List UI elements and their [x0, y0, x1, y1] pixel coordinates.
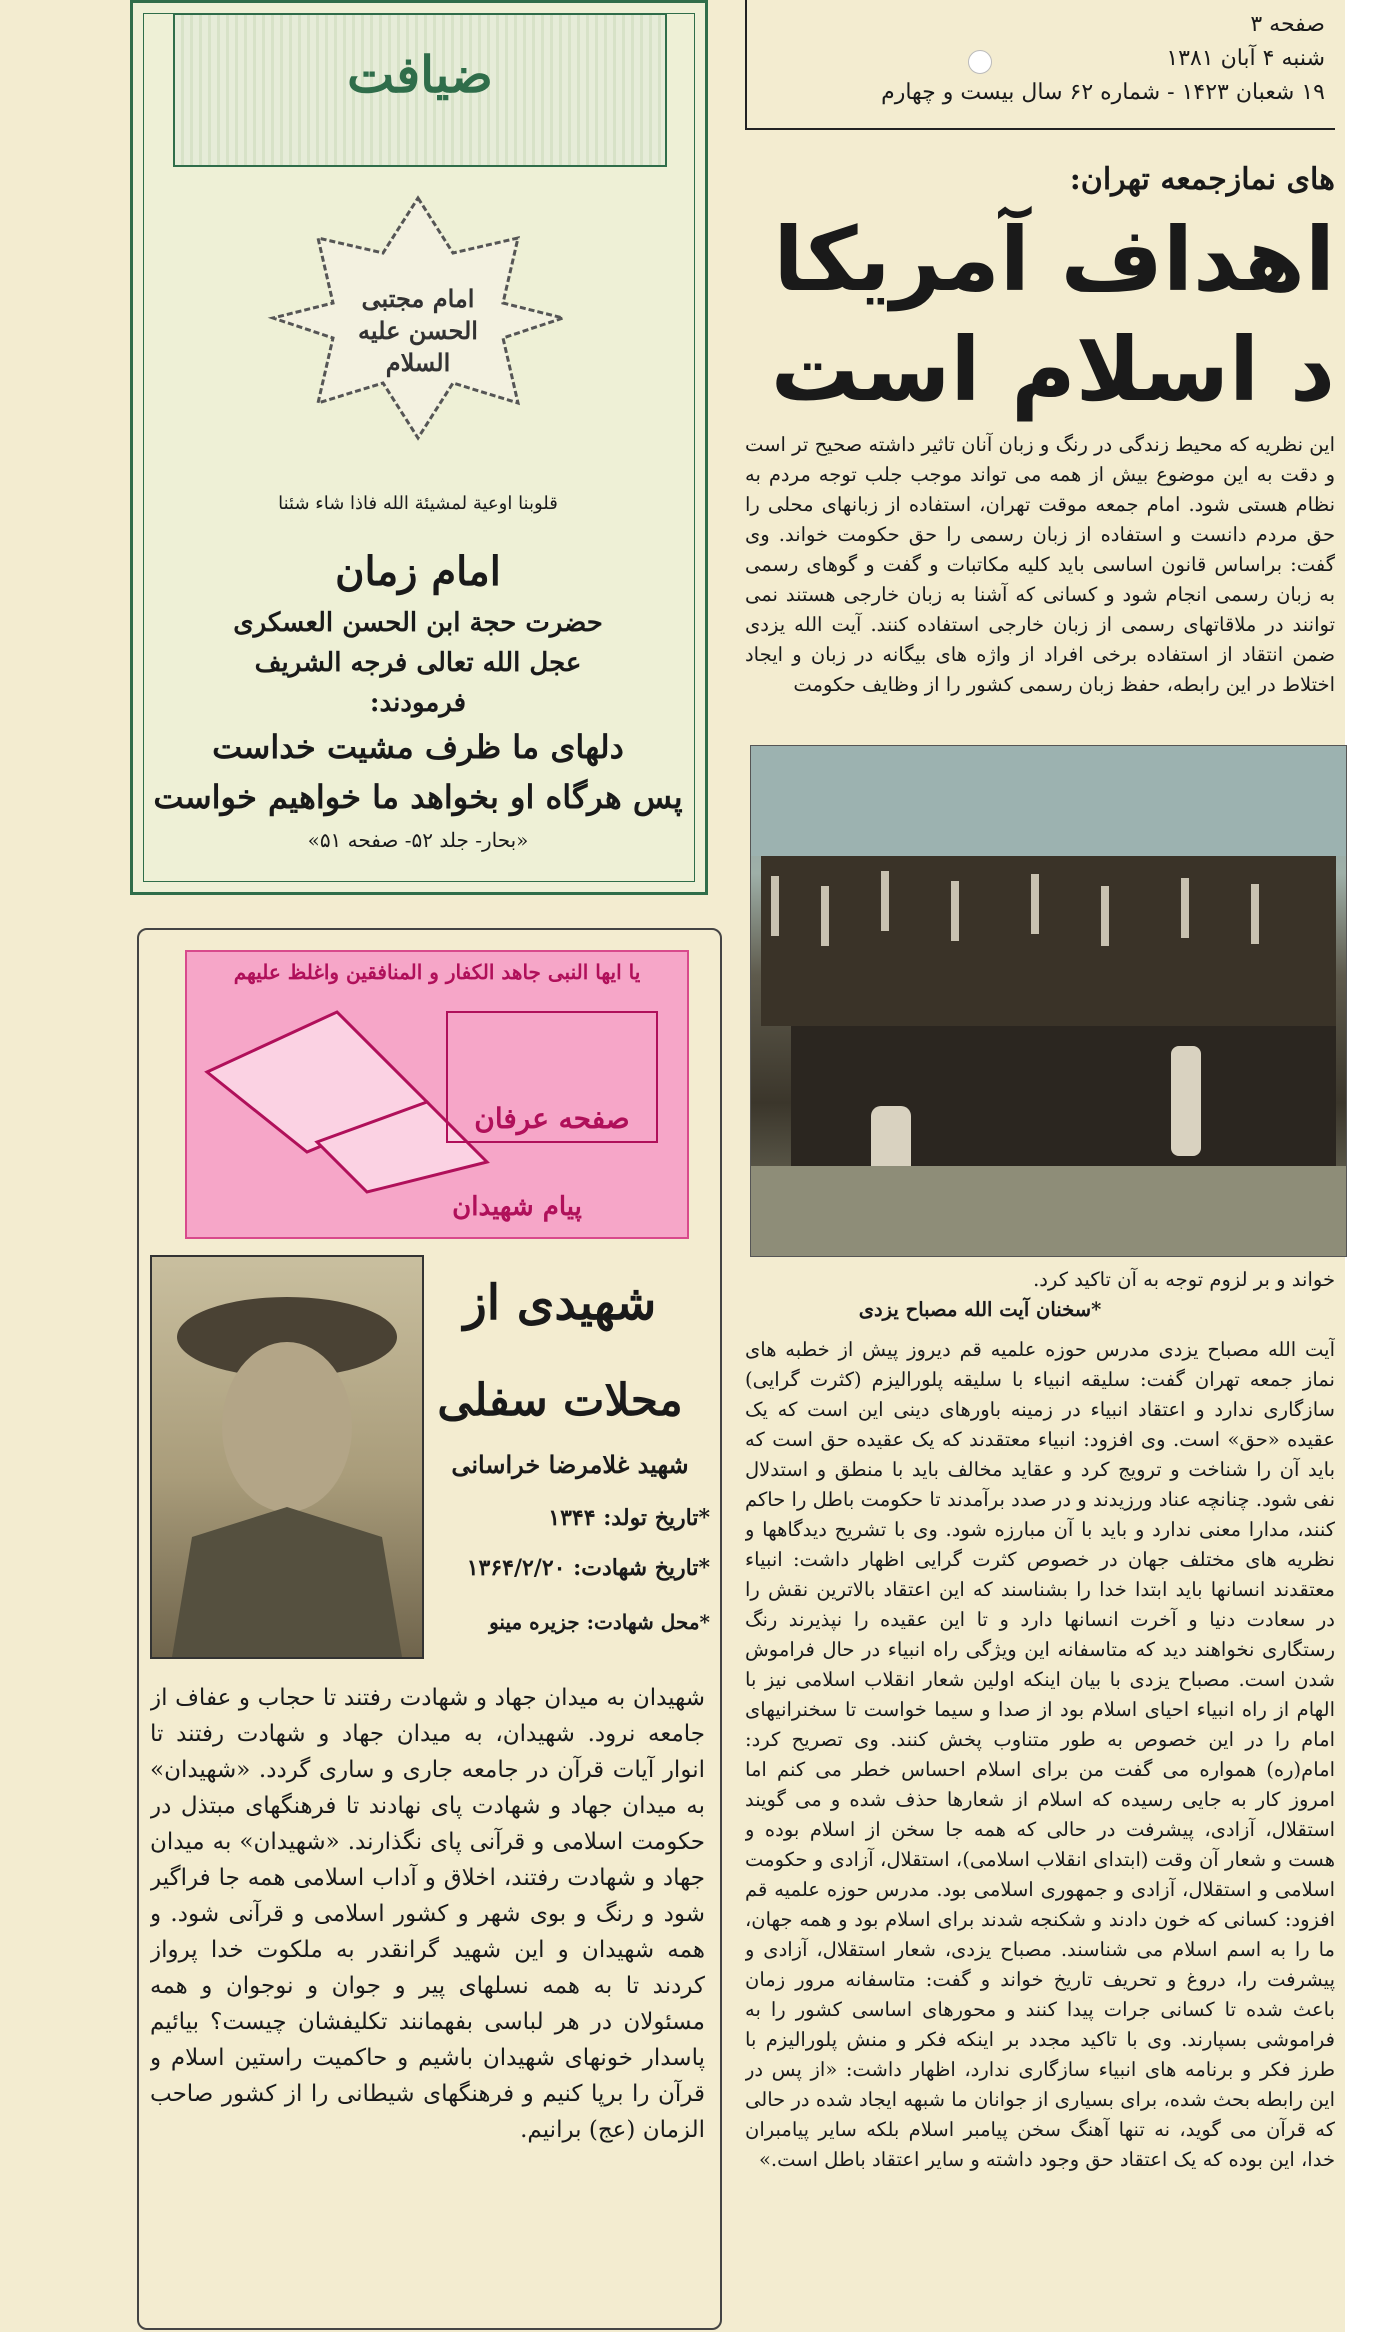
friday-prayer-photo [750, 745, 1347, 1257]
crowd-illustration [751, 746, 1346, 1256]
quote-title: امام زمان [335, 548, 501, 595]
martyr-title-2: محلات سفلی [437, 1375, 683, 1426]
martyr-portrait [150, 1255, 424, 1659]
martyr-title-1: شهیدی از [463, 1275, 657, 1331]
article-intro-text: این نظریه که محیط زندگی در رنگ و زبان آنان تاثیر داشته صحیح تر است و دقت به این موضوع بیش از همه می تواند موجب جلب توجه مردم به نظام هستی شود. امام جمعه موقت تهران، استفاده از زبانهای محلی را حق مردم دانست و استفاده از زبان رسمی را حق حکومت خواند. وی گفت: براساس قانون اساسی باید کلیه مکاتبات و گفت و گوهای رسمی به زبان رسمی انجام شود و کسانی که آشنا به زبان خارجی هستند نمی توانند در ملاقاتهای رسمی از زبان خارجی استفاده کنند. آیت الله یزدی ضمن انتقاد از استفاده برخی افراد از واژه های بیگانه در زبان و ایجاد اختلاط در این رابطه، حفظ زبان رسمی کشور را از وظایف حکومت [745, 433, 1335, 696]
imam-quote-box [130, 0, 708, 895]
quote-text-1: دلهای ما ظرف مشیت خداست [212, 728, 624, 766]
quran-verse: یا ایها النبی جاهد الکفار و المنافقین واغلظ علیهم [233, 960, 641, 984]
martyr-place: *محل شهادت: جزیره مینو [489, 1610, 710, 1634]
article-body-text: آیت الله مصباح یزدی مدرس حوزه علمیه قم دیروز پیش از خطبه های نماز جمعه تهران گفت: سلیقه انبیاء با سلیقه پلورالیزم (کثرت گرایی) سازگاری ندارد و اعتقاد انبیاء در زمینه باورهای دینی این است که یک عقیده «حق» است. وی افزود: انبیاء معتقدند که یک عقیده حق است که باید آن را شناخت و ترویج کرد و عقاید مخالف باید با منطق و استدلال نفی شود. چنانچه عناد ورزیدند و در صدد برآمدند تا حکومت باطل را حاکم کنند، مدارا معنی ندارد و باید با آن مبارزه شود. وی با تشریح دیدگاهها و نظریه های مختلف جهان در خصوص کثرت گرایی اظهار داشت: انبیاء معتقدند انسانها باید ابتدا خدا را بشناسند که این اعتقاد بالاترین نقش را در سعادت دنیا و آخرت انسانها دارد و تا این عقیده را نپذیرند رنگ رستگاری نخواهند دید که متاسفانه این ویژگی راه انبیاء در حال فراموش شدن است. مصباح یزدی با بیان اینکه اولین شعار انقلاب اسلامی نیز با الهام از راه انبیاء احیای اسلام بود از صدا و سیما خواست تا سخنرانیهای امام را در این خصوص به طور متناوب پخش کنند. وی تصریح کرد: امام(ره) همواره می گفت من برای اسلام احساس خطر می کنم اما امروز کار به جایی رسیده که اسلام از شعارها حذف شده و می گویند استقلال، آزادی، پیشرفت در حالی که همه جا سخن از اسلام بوده و هست و شعار آن وقت (ابتدای انقلاب اسلامی)، استقلال، آزادی و حکومت اسلامی و استقلال، آزادی و جمهوری اسلامی بود. مدرس حوزه علمیه قم افزود: کسانی که خون دادند و شکنجه شدند برای اسلام بود و همه جهان، ما را به اسم اسلام می شناسند. مصباح یزدی، شعار استقلال، آزادی و پیشرفت را، دروغ و تحریف تاریخ خواند و گفت: متاسفانه مرور زمان باعث شده تا کسانی جرات پیدا کنند و محورهای اساسی کشور را به فراموشی بسپارند. وی با تاکید مجدد بر اینکه فکر و منش پلورالیزم با طرز فکر و برنامه های انبیاء سازگاری ندارد، اظهار داشت: «از پس در این رابطه بحث شده، برای بسیاری از جوانان ما شبهه ایجاد شده در حالی که قرآن می گوید، نه تنها آهنگ سخن پیامبر اسلام بلکه سایر پیامبران خدا، این بوده که یک اعتقاد حق وجود داشته و سایر اعتقاد باطل است.» [745, 1338, 1335, 2171]
article-kicker: های نمازجمعه تهران: [1069, 162, 1335, 197]
headline-line-1: اهداف آمریکا [773, 208, 1335, 311]
arabic-hadith-line: قلوبنا اوعیة لمشیئة الله فاذا شاء شئنا [278, 493, 558, 514]
calligraphy-text: امام مجتبی الحسن علیه السلام [358, 284, 478, 377]
erfan-page-banner [185, 950, 689, 1239]
quote-attribution-1: حضرت حجة ابن الحسن العسکری [233, 608, 603, 638]
quote-attribution-3: فرمودند: [369, 688, 467, 718]
zeyafat-logo-band [173, 13, 667, 167]
martyr-name: شهید غلامرضا خراسانی [451, 1450, 689, 1479]
masthead-strip [745, 0, 1335, 130]
martyr-paragraph: شهیدان به میدان جهاد و شهادت رفتند تا حجاب و عفاف از جامعه نرود. شهیدان، به میدان جهاد و شهادت رفتند تا انوار آیات قرآن در جامعه جاری و ساری گردد. «شهیدان» به میدان جهاد و شهادت پای نهادند تا فرهنگهای مبتذل در حکومت اسلامی و قرآنی پای نگذارند. «شهیدان» به میدان جهاد و شهادت رفتند، اخلاق و آداب اسلامی همه جا فراگیر شود و رنگ و بوی شهر و کشور اسلامی و قرآنی شود. و همه شهیدان و این شهید گرانقدر به ملکوت خدا پرواز کردند تا به همه نسلهای پیر و جوان و نوجوان و همه مسئولان در هر لباسی بفهمانند تکلیفشان چیست؟ بیائیم پاسدار خونهای شهیدان باشیم و حاکمیت راستین اسلام و قرآن را برپا کنیم و فرهنگهای شیطانی را از کشور صاحب الزمان (عج) برانیم. [150, 1685, 705, 2143]
martyr-date: *تاریخ شهادت: ۱۳۶۴/۲/۲۰ [466, 1555, 710, 1581]
date-line: شنبه ۴ آبان ۱۳۸۱ [1166, 46, 1325, 71]
quote-source: «بحار- جلد ۵۲- صفحه ۵۱» [307, 828, 529, 852]
soldier-portrait-illustration [152, 1257, 422, 1657]
zeyafat-logo: ضیافت [347, 45, 493, 104]
erfan-footer: پیام شهیدان [452, 1192, 582, 1222]
page-number: صفحه ۳ [1250, 12, 1325, 37]
martyr-birth: *تاریخ تولد: ۱۳۴۴ [548, 1505, 710, 1531]
quote-text-2: پس هرگاه او بخواهد ما خواهیم خواست [153, 778, 683, 816]
quote-attribution-2: عجل الله تعالی فرجه الشریف [254, 648, 582, 678]
issue-line: ۱۹ شعبان ۱۴۲۳ - شماره ۶۲ سال بیست و چهارم [881, 80, 1325, 105]
punch-hole [968, 50, 992, 74]
article-subheading: *سخنان آیت الله مصباح یزدی [858, 1298, 1102, 1321]
headline-line-2: د اسلام است [770, 318, 1335, 421]
calligraphy-star-emblem [263, 193, 573, 443]
photo-caption-line: خواند و بر لزوم توجه به آن تاکید کرد. [1033, 1268, 1335, 1291]
erfan-heading: صفحه عرفان [474, 1102, 630, 1135]
